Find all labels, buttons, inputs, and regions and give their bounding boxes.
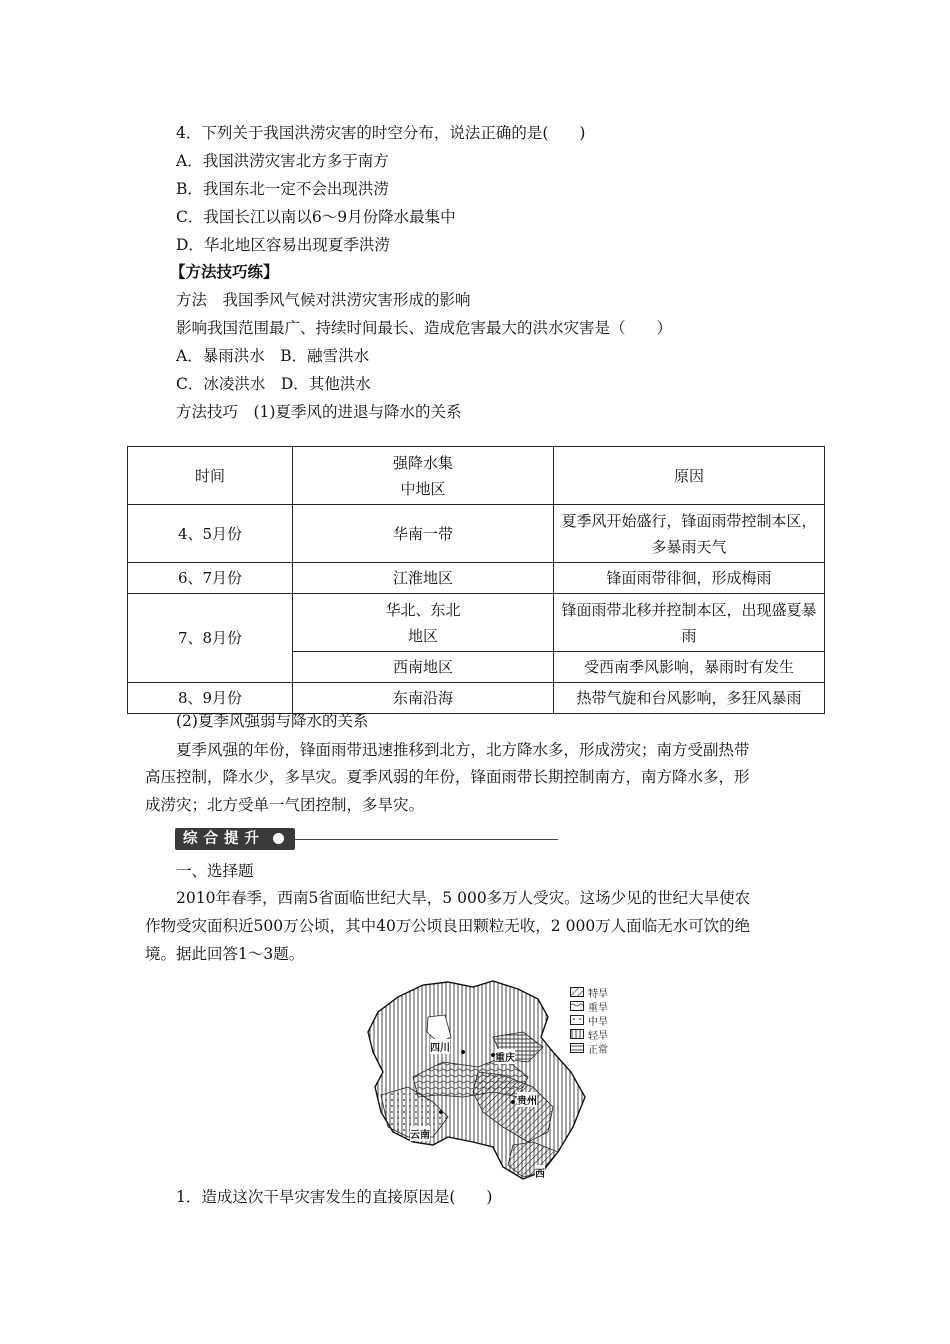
cell-region: 华南一带 [293, 505, 554, 563]
cell-time: 8、9月份 [128, 683, 293, 714]
q4-stem: 4．下列关于我国洪涝灾害的时空分布，说法正确的是( ) [176, 124, 586, 142]
legend-swatch-icon [570, 1029, 584, 1039]
legend-swatch-icon [570, 1043, 584, 1053]
q4-option-c: C．我国长江以南以6～9月份降水最集中 [176, 208, 456, 226]
header-time: 时间 [128, 447, 293, 505]
intro-line-1: 2010年春季，西南5省面临世纪大旱，5 000多万人受灾。这场少见的世纪大旱使农 [176, 889, 751, 907]
city-marker [511, 1100, 515, 1104]
map-legend [570, 985, 608, 1055]
cell-reason: 热带气旋和台风影响，多狂风暴雨 [554, 683, 825, 714]
monsoon-rain-table [127, 446, 825, 714]
legend-label: 轻旱 [588, 1030, 608, 1042]
banner-rule [295, 839, 558, 840]
legend-item [570, 1013, 608, 1027]
table-row [128, 563, 825, 594]
legend-item [570, 1041, 608, 1055]
q1-stem: 1．造成这次干旱灾害发生的直接原因是( ) [176, 1188, 493, 1206]
q4-option-a: A．我国洪涝灾害北方多于南方 [176, 152, 389, 170]
legend-label: 正常 [588, 1044, 608, 1056]
method-options-ab: A．暴雨洪水 B．融雪洪水 [176, 347, 370, 365]
cell-region: 东南沿海 [293, 683, 554, 714]
cell-reason: 锋面雨带北移并控制本区，出现盛夏暴雨 [554, 594, 825, 652]
cell-time: 7、8月份 [128, 594, 293, 683]
tip-2-para-line-2: 高压控制，降水少，多旱灾。夏季风弱的年份，锋面雨带长期控制南方，南方降水多，形 [145, 768, 750, 786]
legend-label: 重旱 [588, 1002, 608, 1014]
banner-dot-icon [273, 833, 284, 844]
cell-reason: 锋面雨带徘徊，形成梅雨 [554, 563, 825, 594]
legend-item [570, 1027, 608, 1041]
cell-region: 华北、东北地区 [293, 594, 554, 652]
map-label-guizhou: 贵州 [517, 1092, 537, 1107]
cell-region: 江淮地区 [293, 563, 554, 594]
tip-2-para-line-3: 成涝灾；北方受单一气团控制，多旱灾。 [145, 796, 425, 814]
legend-swatch-icon [570, 1015, 584, 1025]
section-banner [175, 826, 558, 850]
intro-line-2: 作物受灾面积近500万公顷，其中40万公顷良田颗粒无收，2 000万人面临无水可饮的绝 [145, 917, 751, 935]
table-row [128, 683, 825, 714]
city-marker [439, 1110, 443, 1114]
table-row [128, 594, 825, 652]
header-region: 强降水集 中地区 [293, 447, 554, 505]
intro-line-3: 境。据此回答1～3题。 [145, 945, 305, 963]
method-tip-1: 方法技巧 (1)夏季风的进退与降水的关系 [176, 403, 462, 421]
map-label-chongqing: 重庆 [495, 1049, 515, 1064]
cell-reason: 夏季风开始盛行，锋面雨带控制本区，多暴雨天气 [554, 505, 825, 563]
header-reason: 原因 [554, 447, 825, 505]
legend-item [570, 999, 608, 1013]
tip-2-title: (2)夏季风强弱与降水的关系 [176, 712, 369, 730]
method-question: 影响我国范围最广、持续时间最长、造成危害最大的洪水灾害是（ ） [176, 319, 673, 337]
cell-reason: 受西南季风影响，暴雨时有发生 [554, 652, 825, 683]
legend-swatch-icon [570, 1001, 584, 1011]
table-row [128, 505, 825, 563]
banner-label: 综合提升 [175, 828, 295, 850]
legend-label: 中旱 [588, 1016, 608, 1028]
q4-option-d: D．华北地区容易出现夏季洪涝 [176, 236, 390, 254]
method-heading: 【方法技巧练】 [170, 262, 279, 281]
map-label-guangxi: 西 [535, 1165, 545, 1180]
method-title: 方法 我国季风气候对洪涝灾害形成的影响 [176, 291, 471, 309]
cell-time: 6、7月份 [128, 563, 293, 594]
map-label-sichuan: 四川 [430, 1039, 450, 1054]
cell-time: 4、5月份 [128, 505, 293, 563]
section-title: 一、选择题 [176, 862, 254, 880]
legend-swatch-icon [570, 987, 584, 997]
legend-label: 特旱 [588, 988, 608, 1000]
cell-region: 西南地区 [293, 652, 554, 683]
table-header-row [128, 447, 825, 505]
method-options-cd: C．冰凌洪水 D．其他洪水 [176, 375, 371, 393]
city-marker [461, 1050, 465, 1054]
tip-2-para-line-1: 夏季风强的年份，锋面雨带迅速推移到北方，北方降水多，形成涝灾；南方受副热带 [176, 741, 750, 759]
legend-item [570, 985, 608, 999]
q4-option-b: B．我国东北一定不会出现洪涝 [176, 180, 389, 198]
map-label-yunnan: 云南 [410, 1126, 430, 1141]
